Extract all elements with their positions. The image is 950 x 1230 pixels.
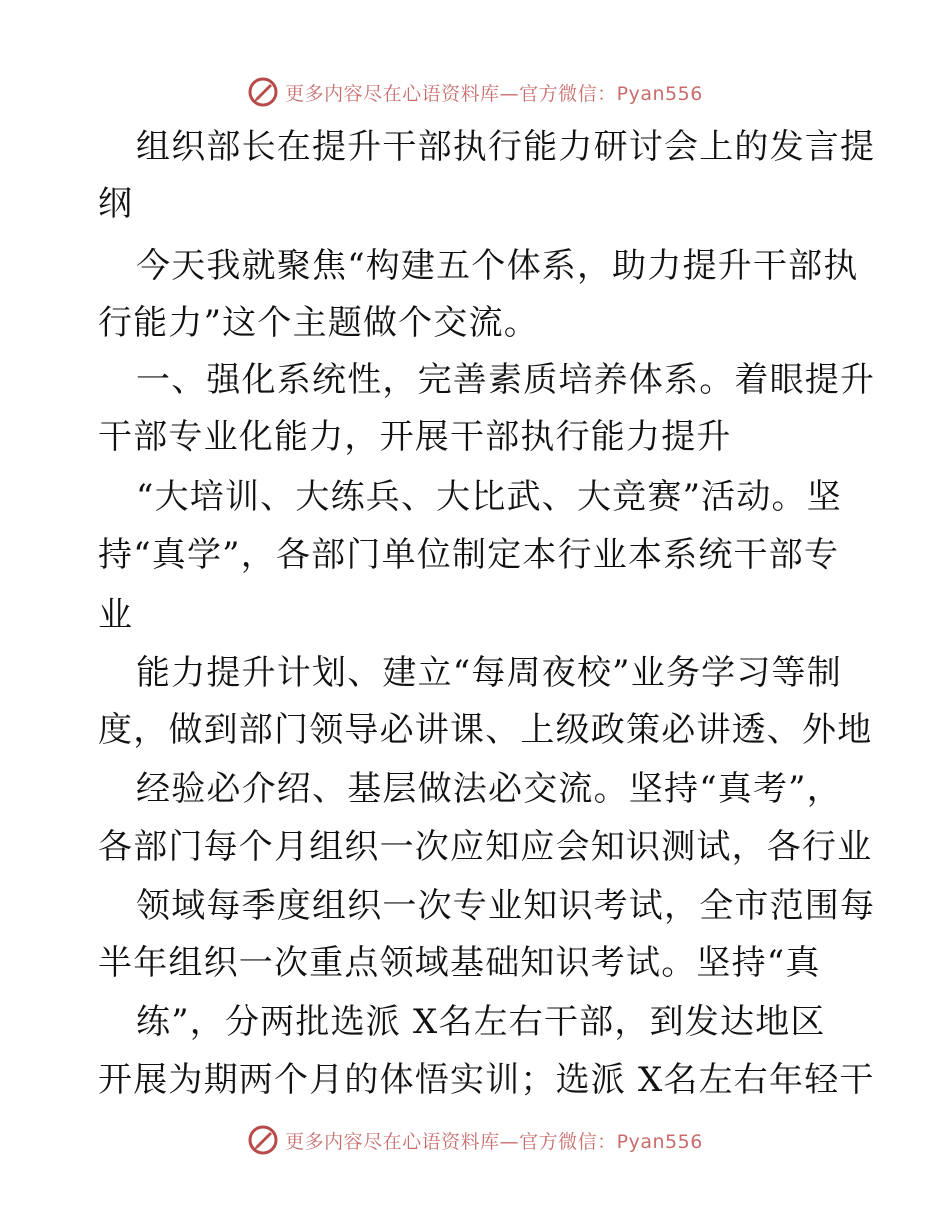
footer-watermark-text: 更多内容尽在心语资料库—官方微信：Pyan556 bbox=[285, 1130, 703, 1153]
header-watermark-text: 更多内容尽在心语资料库—官方微信：Pyan556 bbox=[285, 82, 703, 105]
document-text-line: 度，做到部门领导必讲课、上级政策必讲透、外地 bbox=[98, 710, 873, 750]
document-text-line: 各部门每个月组织一次应知应会知识测试，各行业 bbox=[98, 827, 873, 867]
document-text-line: 业 bbox=[98, 595, 134, 635]
document-text-line: 一、强化系统性，完善素质培养体系。着眼提升 bbox=[136, 360, 876, 400]
document-text-line: “大培训、大练兵、大比武、大竞赛”活动。坚 bbox=[136, 477, 842, 517]
document-text-line: 开展为期两个月的体悟实训；选派 X名左右年轻干 bbox=[98, 1060, 875, 1100]
footer-watermark-banner bbox=[0, 1120, 950, 1160]
document-text-line: 领域每季度组织一次专业知识考试，全市范围每 bbox=[136, 886, 876, 926]
red-circle-quill-logo-icon bbox=[247, 1124, 279, 1156]
document-text-line: 行能力”这个主题做个交流。 bbox=[98, 303, 539, 343]
document-text-line: 半年组织一次重点领域基础知识考试。坚持“真 bbox=[98, 943, 821, 983]
document-title-line-1: 组织部长在提升干部执行能力研讨会上的发言提 bbox=[136, 127, 876, 167]
document-text-line: 今天我就聚焦“构建五个体系，助力提升干部执 bbox=[136, 246, 859, 286]
document-text-line: 能力提升计划、建立“每周夜校”业务学习等制 bbox=[136, 653, 842, 693]
document-text-line: 干部专业化能力，开展干部执行能力提升 bbox=[98, 417, 732, 457]
document-text-line: 经验必介绍、基层做法必交流。坚持“真考”， bbox=[136, 769, 842, 809]
document-text-line: 持“真学”，各部门单位制定本行业本系统干部专 bbox=[98, 535, 840, 575]
document-title-line-2: 纲 bbox=[98, 184, 134, 224]
document-text-line: 练”，分两批选派 X名左右干部，到发达地区 bbox=[136, 1002, 826, 1042]
